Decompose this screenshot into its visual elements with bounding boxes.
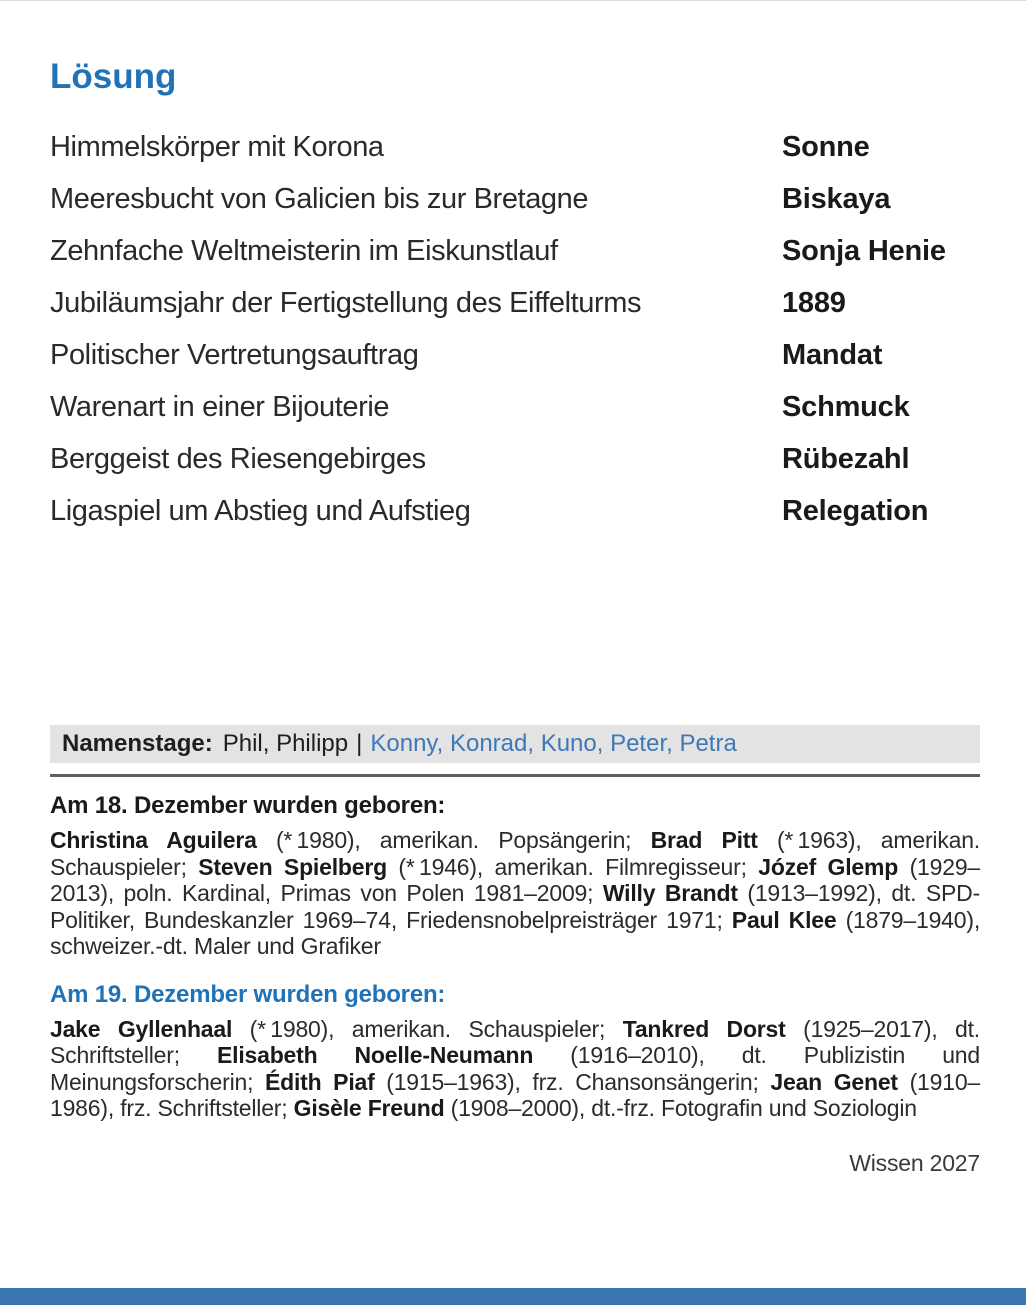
qa-question: Zehnfache Weltmeisterin im Eiskunstlauf [50, 235, 558, 267]
qa-question: Warenart in einer Bijouterie [50, 391, 390, 423]
namenstage-separator: | [356, 730, 363, 757]
qa-question: Himmelskörper mit Korona [50, 131, 384, 163]
person-name: Tankred Dorst [622, 1015, 786, 1042]
person-name: Steven Spielberg [198, 853, 387, 880]
qa-list [50, 121, 980, 537]
birthdays-paragraph-18: Christina Aguilera (* 1980), amerikan. Popsängerin; Brad Pitt (* 1963), amerikan. Schauspieler; Steven Spielberg (* 1946), amerikan. Filmregisseur; Józef Glemp (1929–2013), poln. Kardinal, Primas von Polen 1981–2009; Willy Brandt (1913–1992), dt. SPD-Politiker, Bundeskanzler 1969–74, Friedensnobelpreisträger 1971; Paul Klee (1879–1940), schweizer.-dt. Maler und Grafiker [50, 827, 981, 959]
edition-label: Wissen 2027 [849, 1149, 980, 1176]
person-name: Willy Brandt [602, 880, 738, 906]
qa-answer: Mandat [782, 339, 883, 371]
qa-row [50, 485, 980, 537]
qa-row [50, 329, 980, 381]
person-name: Paul Klee [731, 906, 837, 933]
qa-row [50, 121, 980, 173]
namenstage-label: Namenstage: [62, 730, 213, 757]
namenstage-bar [50, 725, 980, 763]
divider-rule [50, 774, 980, 777]
qa-row [50, 173, 980, 225]
person-name: Jean Genet [770, 1068, 898, 1095]
page-content [0, 57, 1026, 1177]
bottom-accent-bar [0, 1288, 1026, 1305]
qa-answer: Sonja Henie [782, 235, 946, 267]
qa-question: Meeresbucht von Galicien bis zur Bretagne [50, 183, 589, 215]
qa-answer: Schmuck [782, 391, 910, 423]
person-name: Jake Gyllenhaal [50, 1015, 233, 1042]
qa-answer: Sonne [782, 131, 870, 163]
birthdays-heading-19: Am 19. Dezember wurden geboren: [50, 980, 446, 1008]
person-name: Elisabeth Noelle-Neumann [217, 1042, 534, 1068]
person-name: Édith Piaf [265, 1068, 375, 1095]
birthdays-section-18 [50, 792, 980, 960]
qa-answer: 1889 [782, 287, 846, 319]
birthdays-heading-18: Am 18. Dezember wurden geboren: [50, 792, 446, 819]
qa-question: Jubiläumsjahr der Fertigstellung des Eiffelturms [50, 287, 642, 319]
qa-answer: Biskaya [782, 183, 891, 215]
qa-question: Politischer Vertretungsauftrag [50, 339, 419, 371]
solution-heading: Lösung [50, 57, 177, 96]
person-name: Brad Pitt [650, 827, 758, 853]
birthdays [50, 792, 980, 1122]
qa-row [50, 433, 980, 485]
person-name: Gisèle Freund [293, 1095, 445, 1121]
person-name: Christina Aguilera [50, 827, 257, 853]
qa-row [50, 381, 980, 433]
birthdays-section-19 [50, 981, 980, 1122]
person-name: Józef Glemp [758, 853, 899, 880]
qa-question: Ligaspiel um Abstieg und Aufstieg [50, 495, 471, 527]
namenstage-current-names: Phil, Philipp [222, 730, 349, 757]
qa-row [50, 277, 980, 329]
birthdays-paragraph-19: Jake Gyllenhaal (* 1980), amerikan. Schauspieler; Tankred Dorst (1925–2017), dt. Schriftsteller; Elisabeth Noelle-Neumann (1916–2010), dt. Publizistin und Meinungsforscherin; Édith Piaf (1915–1963), frz. Chansonsängerin; Jean Genet (1910–1986), frz. Schriftsteller; Gisèle Freund (1908–2000), dt.-frz. Fotografin und Soziologin [50, 1015, 980, 1121]
qa-answer: Relegation [782, 495, 929, 527]
namenstage-alt-names: Konny, Konrad, Kuno, Peter, Petra [370, 730, 737, 757]
qa-question: Berggeist des Riesengebirges [50, 443, 426, 475]
qa-row [50, 225, 980, 277]
qa-answer: Rübezahl [782, 443, 910, 475]
